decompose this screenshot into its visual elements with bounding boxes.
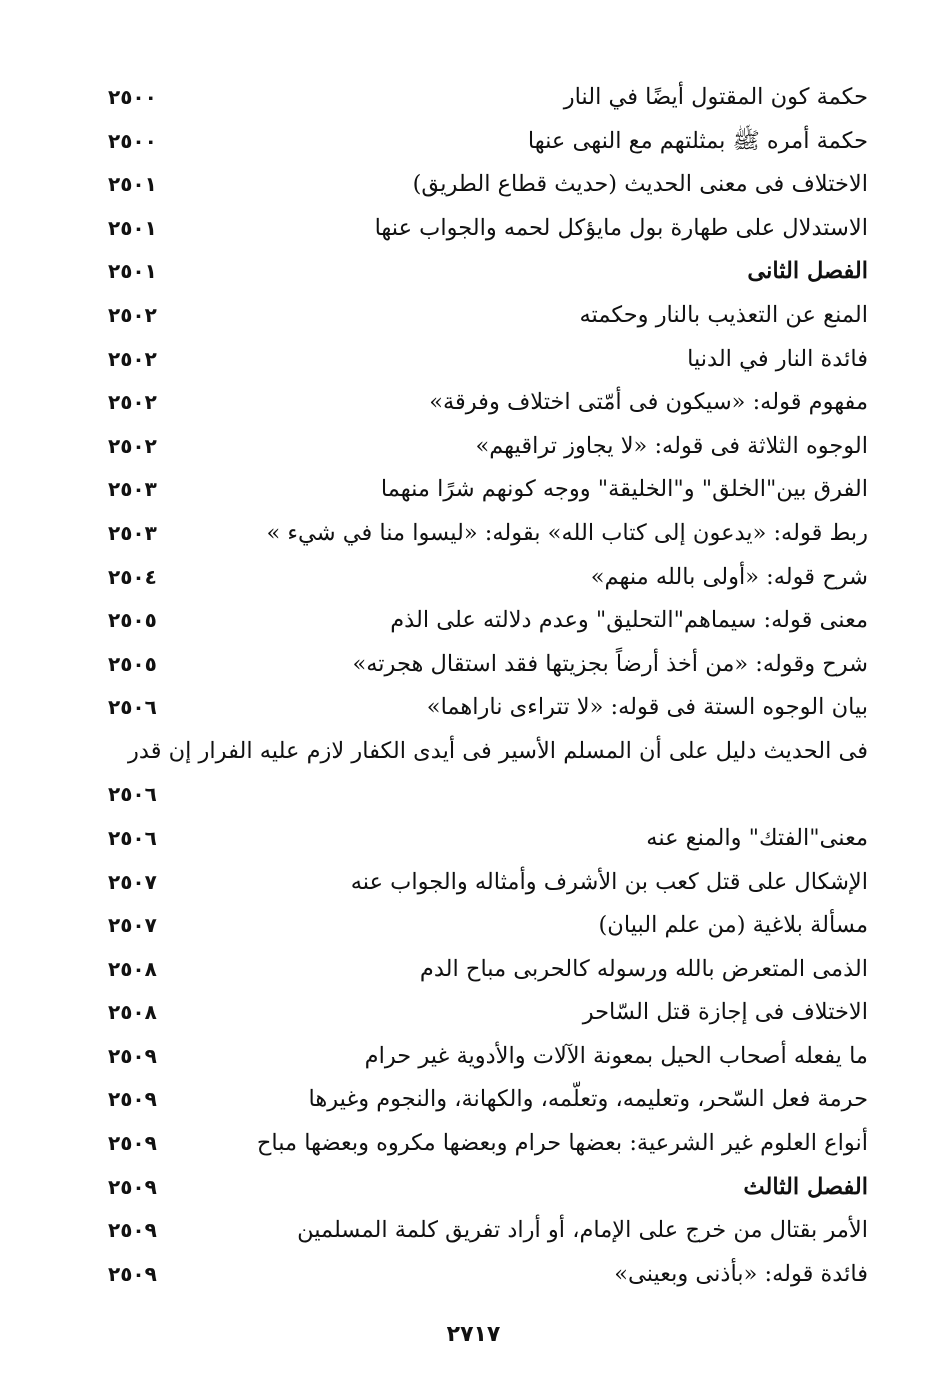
toc-entry [108, 76, 868, 120]
entry-title: مسألة بلاغية (من علم البيان) [598, 912, 868, 939]
toc-entry [108, 207, 868, 251]
entry-page: ٢٥٠٧ [108, 869, 157, 894]
entry-page: ٢٥٠١ [108, 259, 157, 284]
entry-page: ٢٥٠٩ [108, 1174, 157, 1199]
entry-page: ٢٥٠٢ [108, 346, 157, 371]
toc-entry [108, 643, 868, 687]
entry-title: الإشكال على قتل كعب بن الأشرف وأمثاله والجواب عنه [350, 868, 868, 895]
table-of-contents [108, 76, 868, 1296]
entry-page: ٢٥٠٧ [108, 913, 157, 938]
toc-entry [108, 1035, 868, 1079]
entry-page: ٢٥٠٠ [108, 128, 157, 153]
section-title: الفصل الثانى [747, 258, 868, 285]
entry-title: حرمة فعل السّحر، وتعليمه، وتعلّمه، والكهانة، والنجوم وغيرها [308, 1086, 868, 1113]
entry-page: ٢٥٠١ [108, 172, 157, 197]
section-heading [108, 250, 868, 294]
toc-entry [108, 1122, 868, 1166]
entry-title: أنواع العلوم غير الشرعية: بعضها حرام وبعضها مكروه وبعضها مباح [256, 1130, 868, 1157]
entry-page: ٢٥٠٣ [108, 520, 157, 545]
entry-title: الأمر بقتال من خرج على الإمام، أو أراد تفريق كلمة المسلمين [297, 1217, 868, 1244]
toc-entry [108, 817, 868, 861]
entry-title: الوجوه الثلاثة فى قوله: «لا يجاوز تراقيهم» [475, 432, 868, 459]
toc-entry [108, 512, 868, 556]
entry-title: شرح قوله: «أولى بالله منهم» [590, 563, 868, 590]
toc-entry [108, 1209, 868, 1253]
toc-entry [108, 556, 868, 600]
entry-page: ٢٥٠٥ [108, 651, 157, 676]
entry-title: فائدة النار في الدنيا [687, 345, 868, 372]
entry-title: الفرق بين"الخلق" و"الخليقة" ووجه كونهم شرًا منهما [380, 476, 868, 503]
section-title: الفصل الثالث [743, 1173, 868, 1200]
toc-entry [108, 425, 868, 469]
toc-entry [108, 1253, 868, 1297]
entry-page: ٢٥٠٩ [108, 1087, 157, 1112]
toc-entry [108, 948, 868, 992]
toc-entry [108, 294, 868, 338]
entry-page: ٢٥٠٨ [108, 1000, 157, 1025]
entry-page: ٢٥٠٩ [108, 1261, 157, 1286]
entry-page: ٢٥٠٩ [108, 1218, 157, 1243]
entry-title: الذمى المتعرض بالله ورسوله كالحربى مباح الدم [419, 955, 868, 982]
entry-page: ٢٥٠٢ [108, 433, 157, 458]
entry-page: ٢٥٠٦ [108, 825, 157, 850]
toc-entry [108, 120, 868, 164]
toc-entry [108, 904, 868, 948]
entry-page: ٢٥٠٣ [108, 477, 157, 502]
entry-title: الاختلاف فى إجازة قتل السّاحر [582, 999, 868, 1026]
entry-title: فى الحديث دليل على أن المسلم الأسير فى أيدى الكفار لازم عليه الفرار إن قدر [128, 737, 868, 764]
toc-entry [108, 381, 868, 425]
entry-page: ٢٥٠٥ [108, 608, 157, 633]
entry-page: ٢٥٠٦ [108, 695, 157, 720]
entry-title: شرح وقوله: «من أخذ أرضاً بجزيتها فقد استقال هجرته» [352, 650, 868, 677]
section-heading [108, 1166, 868, 1210]
entry-page: ٢٥٠٤ [108, 564, 157, 589]
entry-title: حكمة كون المقتول أيضًا في النار [563, 84, 868, 110]
entry-page: ٢٥٠٢ [108, 302, 157, 327]
toc-entry [108, 730, 868, 817]
page-number: ٢٧١٧ [446, 1322, 501, 1347]
entry-title: الاختلاف فى معنى الحديث (حديث قطاع الطريق) [412, 171, 868, 198]
toc-entry [108, 338, 868, 382]
toc-entry [108, 599, 868, 643]
toc-entry [108, 163, 868, 207]
entry-title: فائدة قوله: «بأذنى وبعينى» [614, 1260, 868, 1287]
entry-page: ٢٥٠٦ [108, 782, 157, 807]
toc-entry [108, 686, 868, 730]
toc-entry [108, 1078, 868, 1122]
entry-page: ٢٥٠٠ [108, 85, 157, 109]
entry-title: مفهوم قوله: «سيكون فى أمّتى اختلاف وفرقة» [429, 389, 868, 416]
entry-title: معنى قوله: سيماهم"التحليق" وعدم دلالته على الذم [390, 607, 868, 634]
entry-page: ٢٥٠٢ [108, 390, 157, 415]
entry-page: ٢٥٠٨ [108, 956, 157, 981]
entry-title: معنى"الفتك" والمنع عنه [646, 824, 868, 851]
entry-title: ربط قوله: «يدعون إلى كتاب الله» بقوله: «ليسوا منا في شيء » [266, 519, 868, 546]
toc-entry [108, 861, 868, 905]
entry-page: ٢٥٠١ [108, 215, 157, 240]
entry-page: ٢٥٠٩ [108, 1043, 157, 1068]
entry-title: بيان الوجوه الستة فى قوله: «لا تتراءى ناراهما» [426, 694, 868, 721]
entry-page: ٢٥٠٩ [108, 1131, 157, 1156]
entry-title: الاستدلال على طهارة بول مايؤكل لحمه والجواب عنها [374, 214, 868, 241]
entry-title: ما يفعله أصحاب الحيل بمعونة الآلات والأدوية غير حرام [364, 1042, 868, 1069]
entry-title: حكمة أمره ﷺ بمثلتهم مع النهى عنها [527, 127, 868, 154]
toc-entry [108, 468, 868, 512]
toc-entry [108, 991, 868, 1035]
entry-title: المنع عن التعذيب بالنار وحكمته [579, 301, 868, 328]
